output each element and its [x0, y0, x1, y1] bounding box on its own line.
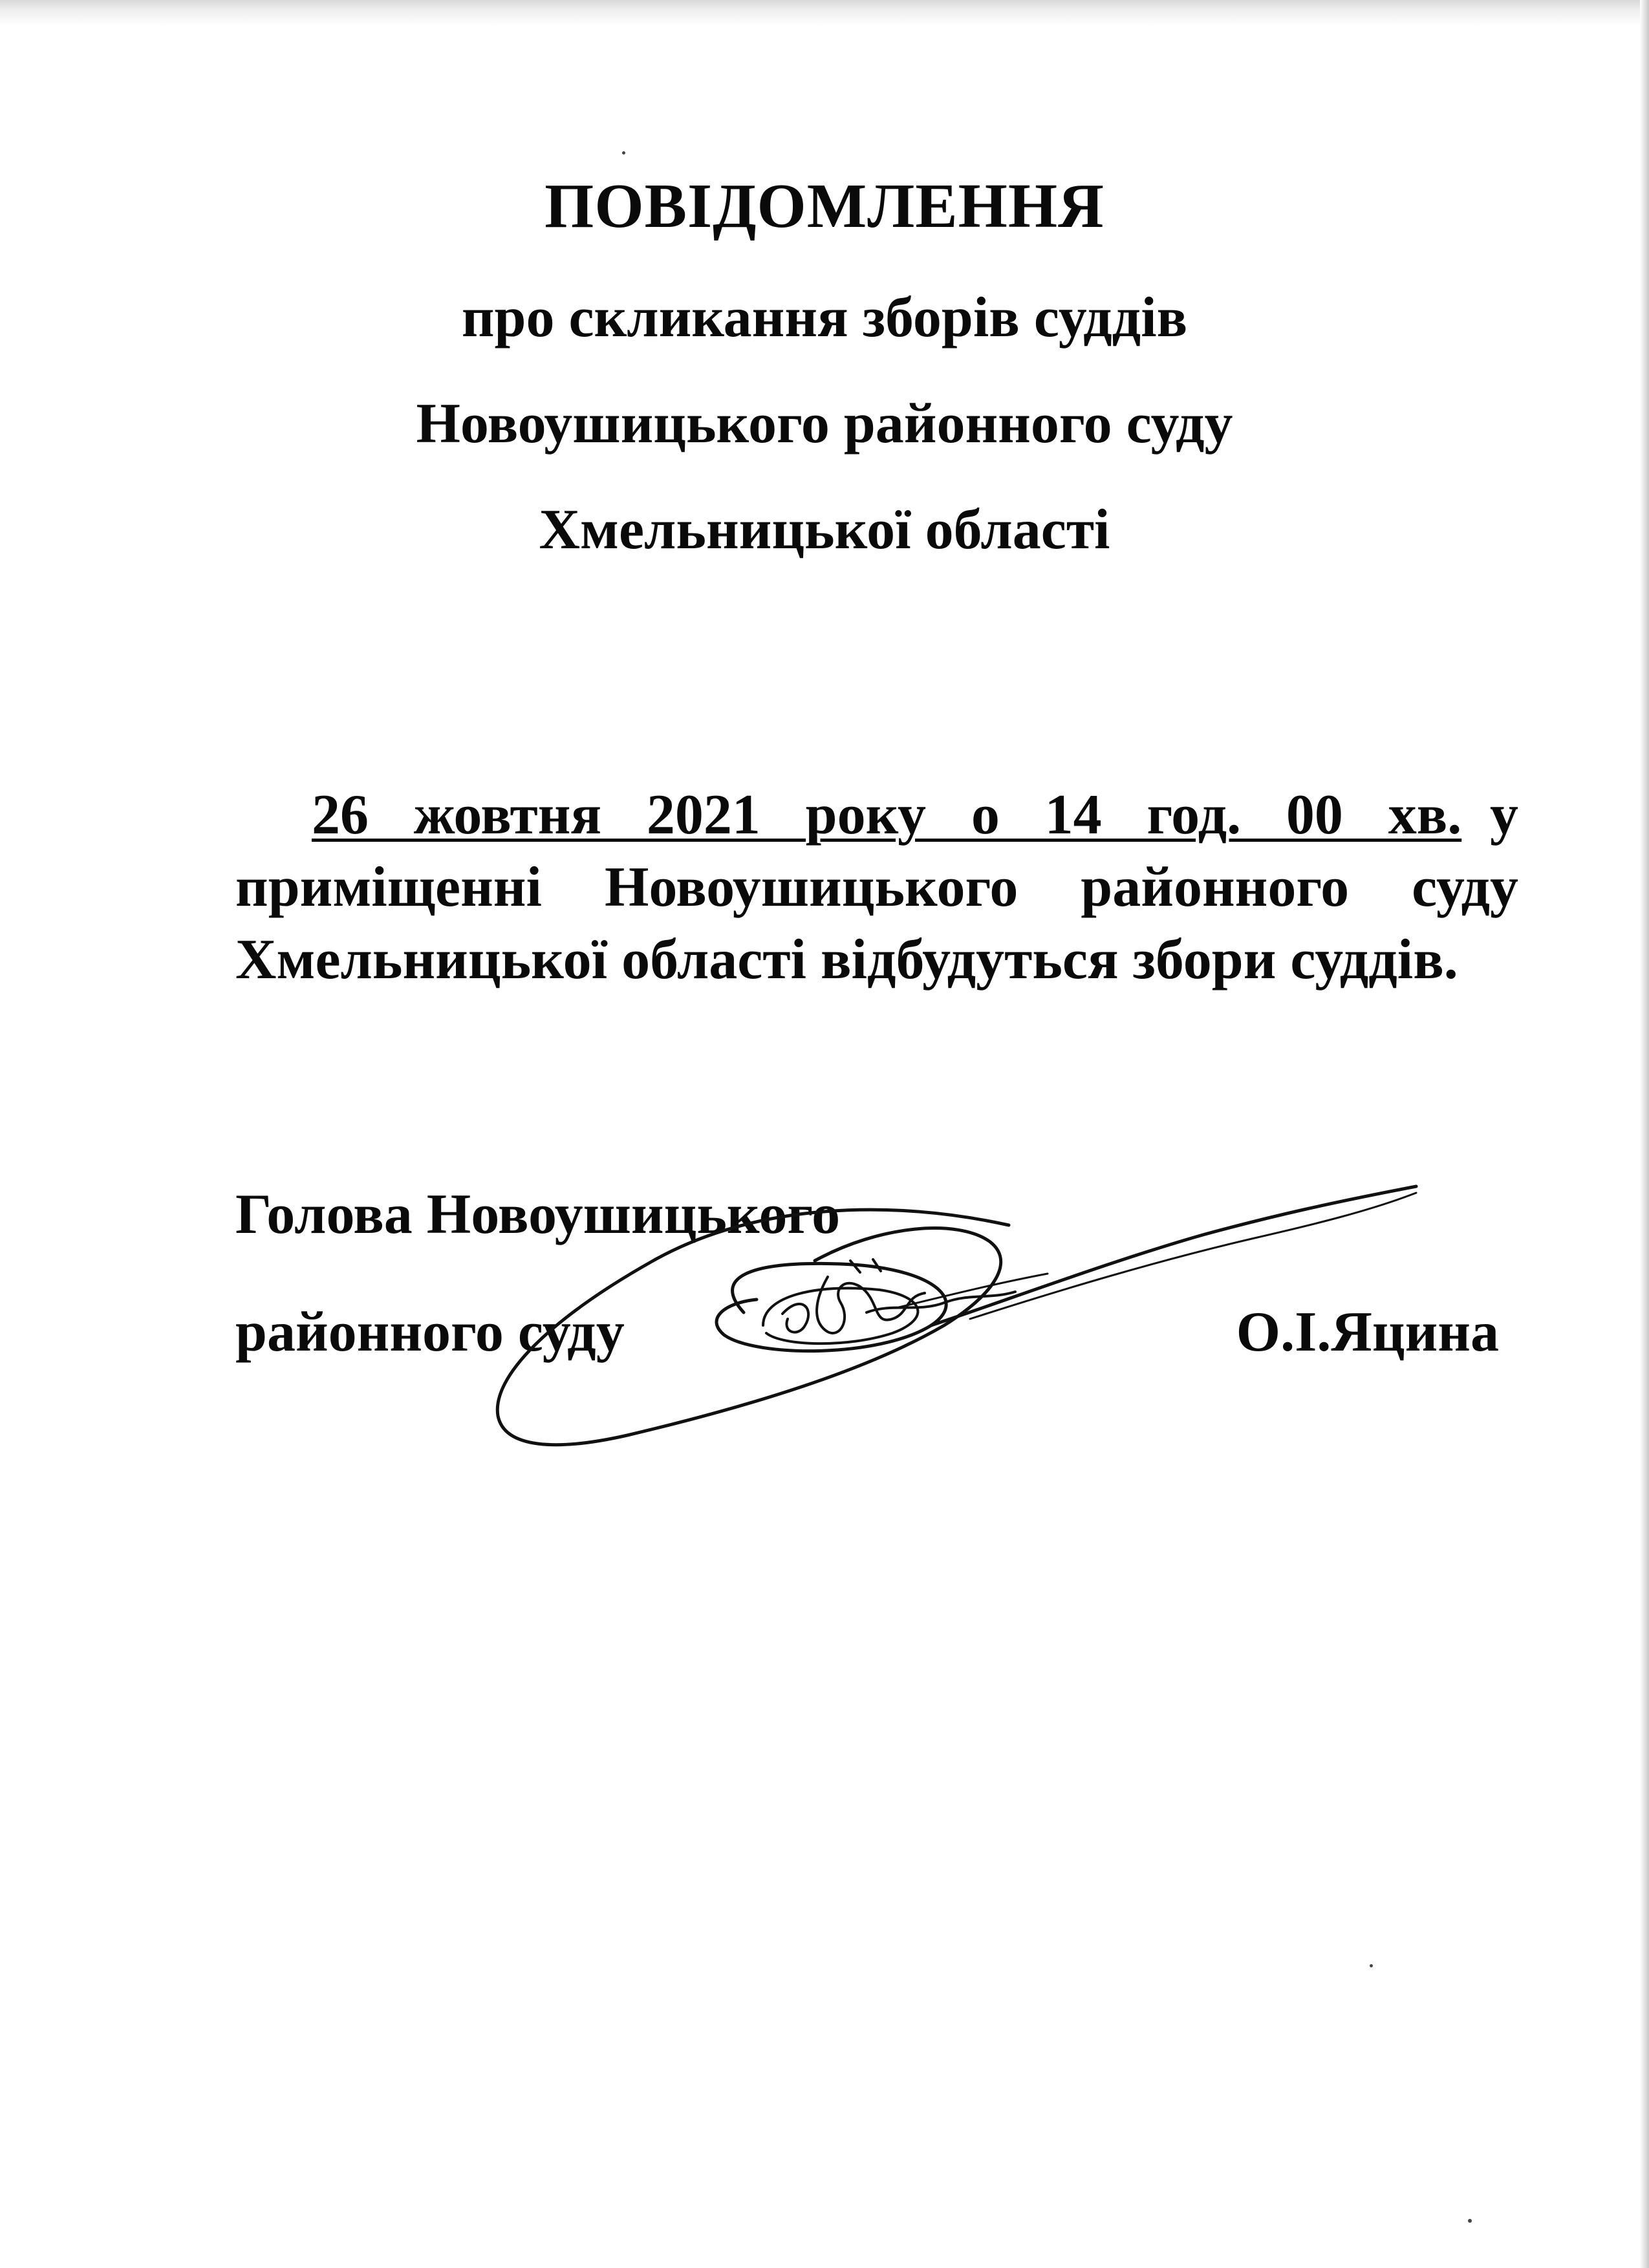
document-subtitle-line-3: Хмельницької області [539, 498, 1110, 561]
signer-position-line-1: Голова Новоушицького [235, 1183, 841, 1246]
scan-speck [1370, 1964, 1373, 1967]
scan-speck [622, 151, 625, 155]
notice-text: у приміщенні Новоушицького районного суду Хмельницької області відбудуться збори суддів. [235, 784, 1518, 991]
signer-name: О.І.Яцина [1236, 1301, 1499, 1364]
signer-position-line-2: районного суду [235, 1301, 625, 1364]
handwritten-signature [479, 1164, 1436, 1474]
meeting-date-time: 26 жовтня 2021 року о 14 год. 00 хв. [312, 784, 1462, 846]
document-subtitle-line-1: про скликання зборів суддів [461, 286, 1188, 349]
notice-paragraph [235, 779, 1518, 996]
document-subtitle-line-2: Новоушицького районного суду [416, 392, 1233, 455]
scan-speck [1468, 2219, 1472, 2223]
document-title: ПОВІДОМЛЕННЯ [544, 171, 1105, 241]
scan-edge-top [0, 0, 1649, 26]
